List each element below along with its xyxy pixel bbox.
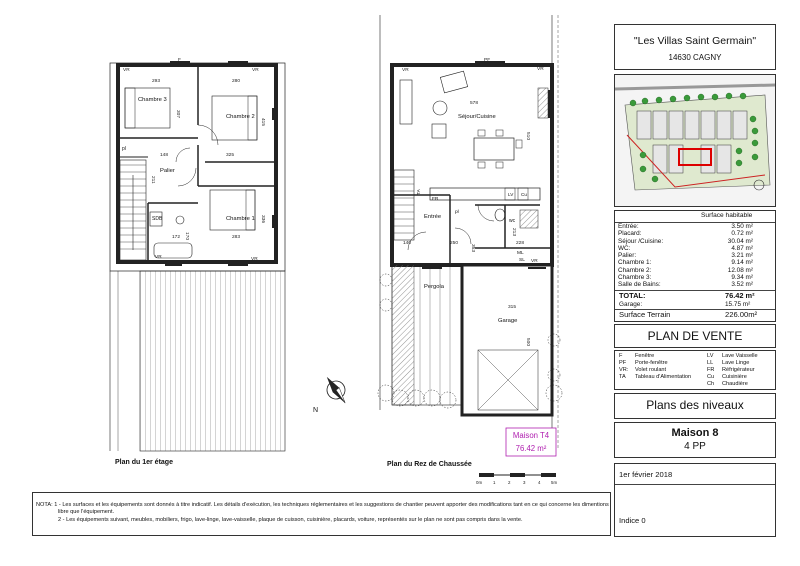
table-row: Salle de Bains: 3.52 m² [618, 281, 753, 289]
svg-text:VR: VR [537, 67, 544, 72]
svg-text:76.42 m²: 76.42 m² [515, 444, 547, 453]
svg-text:280: 280 [232, 79, 241, 84]
project-name: "Les Villas Saint Germain" [633, 35, 757, 47]
svg-text:170: 170 [184, 232, 189, 241]
total-value: 76.42 m² [725, 291, 755, 300]
svg-text:578: 578 [470, 101, 479, 106]
house-name: Maison 8 [671, 427, 719, 439]
svg-text:148: 148 [160, 153, 169, 158]
svg-text:PF: PF [484, 58, 491, 63]
room-chambre-2: Chambre 2 [226, 114, 255, 120]
svg-text:325: 325 [226, 153, 235, 158]
house-pieces: 4 PP [684, 441, 706, 452]
room-garage: Garage [498, 318, 518, 324]
svg-text:510: 510 [525, 132, 530, 141]
svg-text:250: 250 [450, 241, 459, 246]
section-title: Plans des niveaux [646, 398, 744, 412]
table-row: Entrée: 3.50 m² [618, 223, 753, 230]
date: 1er février 2018 [619, 470, 673, 479]
ground-floor-plan [378, 15, 562, 477]
note-2: 2 - Les équipements suivant, meubles, mobiliers, frigo, lave-linge, lave-vaisselle, plaque de cuisson, cuisinière, placards, voiture, représentés sur le plan ne sont pas compris dans la vente. [58, 517, 523, 523]
svg-text:1: 1 [493, 480, 496, 485]
svg-text:293: 293 [152, 79, 161, 84]
note-1: NOTA: 1 - Les surfaces et les équipements sont donnés à titre indicatif. Les détails d'exécution, les techniques réglementaires et les suggestions de chantier peuvent apporter des modifications tant en ce qui concerne les dimentions [36, 502, 609, 508]
room-pergola: Pergola [424, 284, 444, 290]
terrain-value: 226.00m² [725, 310, 758, 319]
upper-floor-plan [110, 62, 285, 451]
svg-text:2: 2 [508, 480, 511, 485]
table-row: WC: 4.87 m² [618, 244, 753, 252]
notes-box [32, 492, 611, 536]
svg-text:VR: VR [251, 257, 258, 262]
north-label: N [313, 407, 319, 414]
table-row: Palier: 3.21 m² [618, 252, 753, 260]
site-map-drawing [615, 75, 775, 206]
scale-bar [476, 480, 557, 485]
svg-text:228: 228 [516, 241, 525, 246]
svg-text:FR: FR [432, 197, 439, 202]
svg-text:VR: VR [402, 68, 409, 73]
room-sejour-cuisine: Séjour/Cuisine [458, 114, 496, 120]
site-map [614, 74, 776, 207]
svg-text:Maison T4: Maison T4 [512, 431, 550, 440]
svg-text:415: 415 [260, 118, 265, 127]
plan-title-box [614, 324, 776, 348]
date-index-box [614, 463, 776, 537]
svg-text:0m: 0m [476, 480, 483, 485]
room-wc: wc [509, 218, 516, 224]
garage-value: 15.75 m² [725, 301, 751, 308]
house-box [614, 422, 776, 458]
room-sdb: SDB [152, 216, 163, 222]
svg-text:ML: ML [517, 251, 524, 256]
svg-text:3: 3 [523, 480, 526, 485]
svg-text:500: 500 [525, 338, 530, 347]
surface-heading: Surface habitable [701, 212, 753, 219]
svg-text:VR: VR [531, 259, 538, 264]
plan-title: PLAN DE VENTE [647, 329, 743, 343]
svg-text:4: 4 [538, 480, 541, 485]
surface-table [614, 210, 776, 322]
svg-text:VR: VR [123, 68, 130, 73]
project-header [614, 24, 776, 70]
svg-text:Cu: Cu [521, 192, 527, 197]
svg-text:211: 211 [150, 176, 155, 184]
room-chambre-1: Chambre 1 [226, 216, 255, 222]
svg-text:VR: VR [155, 255, 162, 260]
table-row: Placard: 0.72 m² [618, 230, 753, 238]
table-row: Séjour /Cuisine: 30.04 m² [618, 237, 753, 245]
table-row: Chambre 2: 12.08 m² [618, 266, 753, 274]
house-type-badge [506, 428, 556, 456]
svg-text:LV: LV [508, 192, 514, 197]
svg-text:307: 307 [175, 110, 180, 119]
svg-text:F: F [178, 58, 181, 63]
svg-text:336: 336 [260, 215, 265, 224]
room-entree: Entrée [424, 214, 442, 220]
north-arrow-icon [319, 372, 352, 409]
surface-rows [615, 223, 775, 289]
svg-text:TA: TA [417, 189, 422, 195]
note-1-cont: libre que l'équipement. [58, 509, 115, 515]
svg-text:353: 353 [470, 244, 475, 253]
svg-text:5m: 5m [551, 480, 558, 485]
caption-ground-floor: Plan du Rez de Chaussée [387, 461, 472, 468]
svg-text:VR: VR [252, 68, 259, 73]
svg-text:315: 315 [508, 305, 517, 310]
room-palier: Palier [160, 168, 175, 174]
room-placard: pl [122, 146, 126, 152]
room-chambre-3: Chambre 3 [138, 97, 167, 103]
table-row: Chambre 3: 9.34 m² [618, 274, 753, 282]
svg-text:SL: SL [519, 258, 525, 263]
legend: F Fenêtre LV Lave Vaisselle PF Porte-fenêtre LL Lave Linge VR: Volet roulant FR Réfrigérateur TA Tableau d'Alimentation Cu Cuisinière Ch Chaudière [614, 350, 776, 390]
svg-text:213: 213 [511, 228, 516, 237]
total-label: TOTAL: [619, 291, 646, 300]
svg-text:283: 283 [232, 235, 241, 240]
section-title-box [614, 393, 776, 419]
index: Indice 0 [619, 516, 646, 525]
table-row: Chambre 1: 9.14 m² [618, 259, 753, 267]
svg-text:pl: pl [455, 210, 459, 215]
terrain-label: Surface Terrain [619, 310, 671, 319]
svg-text:140: 140 [403, 241, 412, 246]
garage-label: Garage: [619, 301, 643, 308]
project-city: 14630 CAGNY [668, 53, 722, 62]
caption-upper-floor: Plan du 1er étage [115, 459, 173, 466]
svg-text:172: 172 [172, 235, 181, 240]
